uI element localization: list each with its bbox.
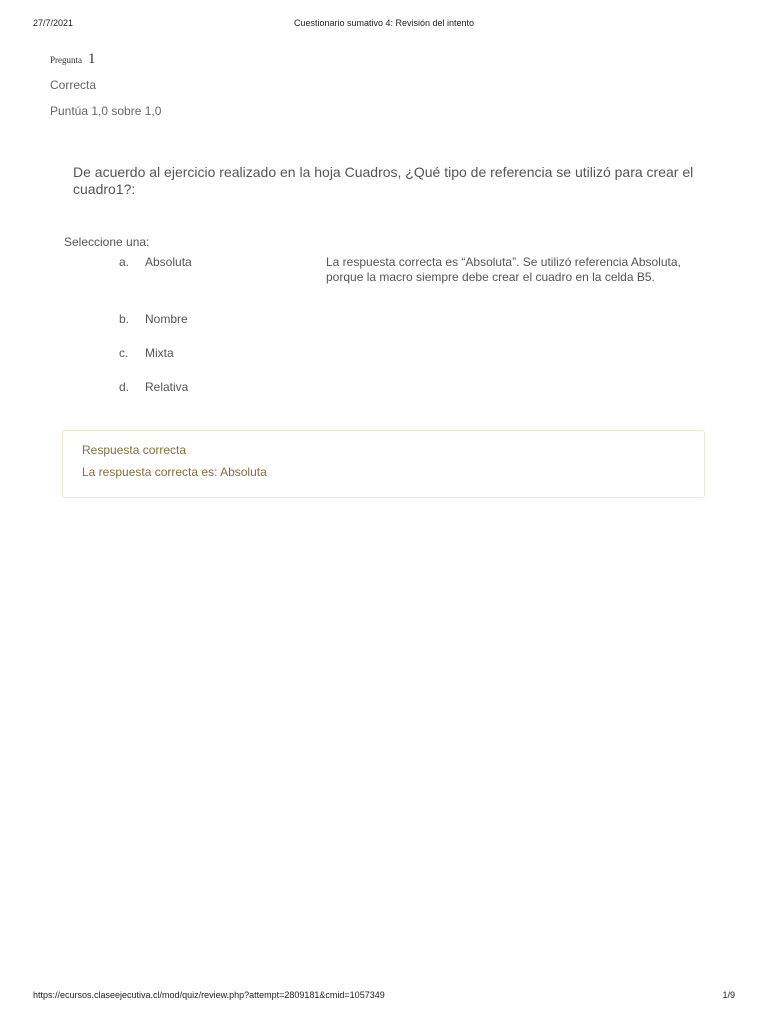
- answer-letter: c.: [119, 346, 129, 360]
- question-heading: [50, 50, 161, 69]
- answer-text[interactable]: Absoluta: [145, 255, 192, 269]
- question-label: Pregunta: [50, 55, 82, 65]
- answer-prompt: Seleccione una:: [64, 235, 150, 249]
- question-state: Correcta: [50, 78, 97, 92]
- question-info: [50, 50, 161, 119]
- question-grade: Puntúa 1,0 sobre 1,0: [50, 104, 162, 118]
- outcome-right-answer: La respuesta correcta es: Absoluta: [82, 465, 267, 479]
- question-text: De acuerdo al ejercicio realizado en la hoja Cuadros, ¿Qué tipo de referencia se utilizó para crear el cuadro1?:: [73, 164, 694, 197]
- print-date: 27/7/2021: [33, 18, 74, 28]
- page-number: 1/9: [722, 990, 735, 1000]
- answer-feedback: La respuesta correcta es “Absoluta”. Se utilizó referencia Absoluta, porque la macro siempre debe crear el cuadro en la celda B5.: [326, 255, 681, 284]
- answer-text[interactable]: Mixta: [145, 346, 174, 360]
- print-footer: [33, 990, 735, 1004]
- answer-letter: d.: [119, 380, 130, 394]
- answer-letter: b.: [119, 312, 130, 326]
- document-title: Cuestionario sumativo 4: Revisión del intento: [293, 18, 475, 28]
- outcome-status: Respuesta correcta: [82, 443, 187, 457]
- print-header: [33, 18, 735, 32]
- answer-text[interactable]: Nombre: [145, 312, 188, 326]
- question-number: 1: [88, 51, 96, 67]
- outcome-box: [62, 430, 705, 498]
- answer-letter: a.: [119, 255, 130, 269]
- answer-text[interactable]: Relativa: [145, 380, 189, 394]
- page-url: https://ecursos.claseejecutiva.cl/mod/quiz/review.php?attempt=2809181&cmid=1057349: [33, 990, 385, 1000]
